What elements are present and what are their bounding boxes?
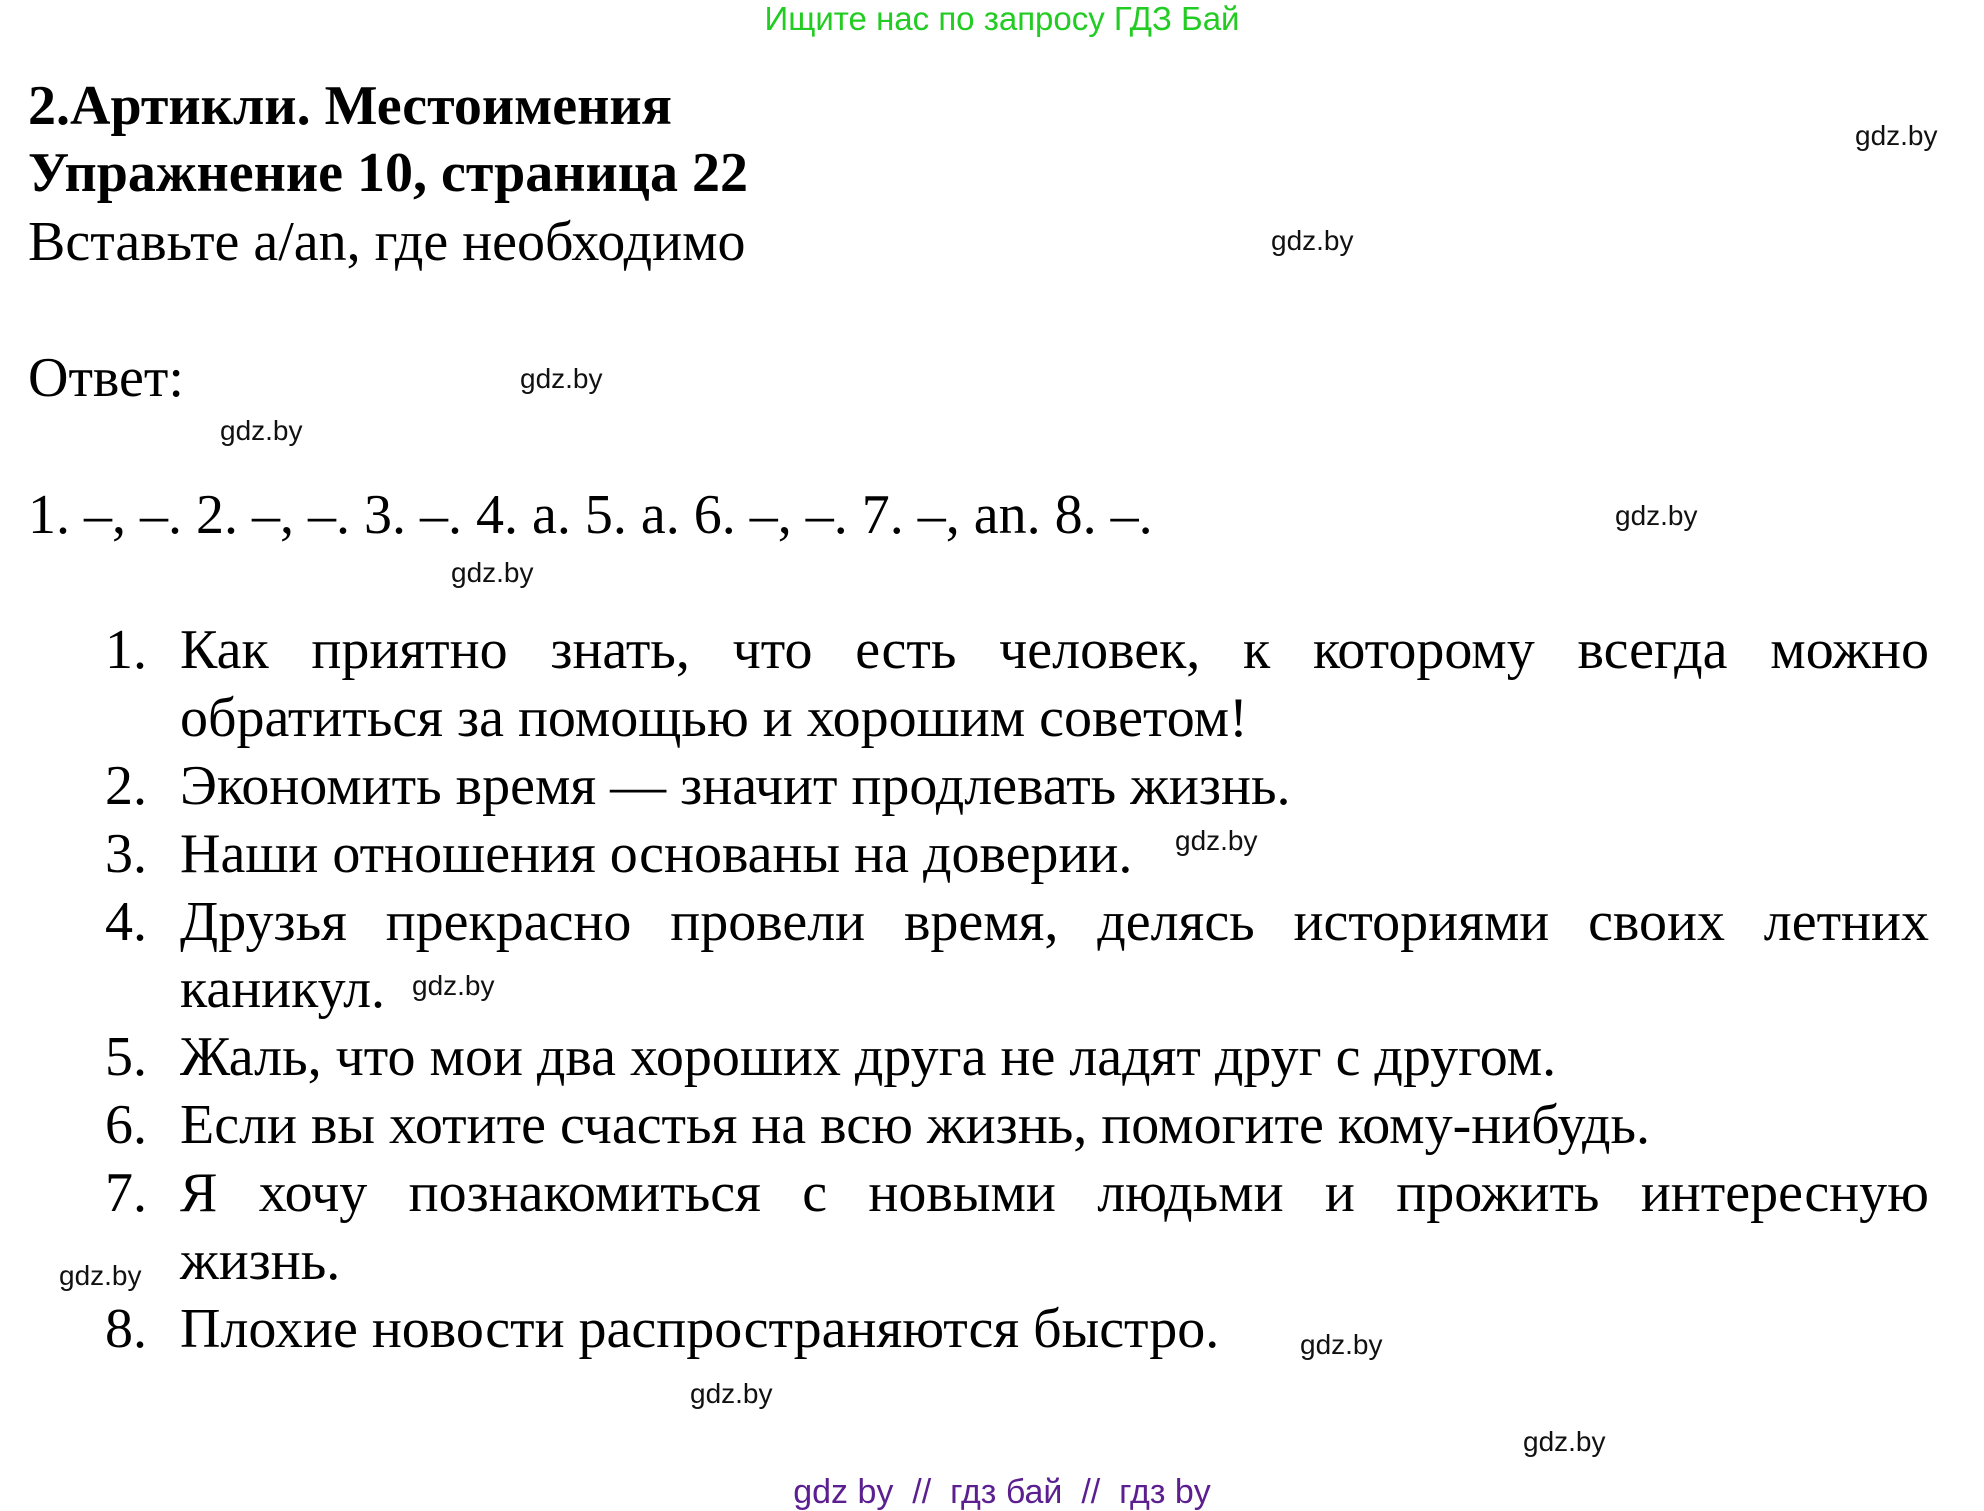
answer-label: Ответ: [28,347,184,409]
list-item-line: каникул. [180,958,386,1020]
watermark: gdz.by [59,1260,142,1291]
list-item-line: Как приятно знать, что есть человек, к которому всегда можно [180,619,1929,681]
list-number: 3. [105,823,147,885]
task-text: Вставьте a/an, где необходимо [28,211,746,273]
answer-line: 1. –, –. 2. –, –. 3. –. 4. a. 5. a. 6. –, –. 7. –, an. 8. –. [28,484,1153,546]
watermark: gdz.by [1615,500,1698,531]
footer-links: gdz by // гдз бай // гдз by [793,1473,1211,1511]
watermark: gdz.by [1175,825,1258,856]
list-number: 8. [105,1298,147,1360]
search-banner: Ищите нас по запросу ГДЗ Бай [764,0,1240,37]
watermark: gdz.by [1271,225,1354,256]
list-item-line: Жаль, что мои два хороших друга не ладят друг с другом. [180,1026,1557,1088]
list-item-line: обратиться за помощью и хорошим советом! [180,687,1248,749]
list-number: 6. [105,1094,147,1156]
list-item-line: Я хочу познакомиться с новыми людьми и прожить интересную [180,1162,1929,1224]
list-number: 7. [105,1162,147,1224]
watermark: gdz.by [1300,1329,1383,1360]
list-item-line: Наши отношения основаны на доверии. [180,823,1133,885]
watermark: gdz.by [690,1378,773,1409]
watermark: gdz.by [520,363,603,394]
watermark: gdz.by [451,557,534,588]
list-item-line: Плохие новости распространяются быстро. [180,1298,1220,1360]
list-item-line: Если вы хотите счастья на всю жизнь, помогите кому-нибудь. [180,1094,1651,1156]
watermark: gdz.by [1523,1426,1606,1457]
list-number: 2. [105,755,147,817]
exercise-title: Упражнение 10, страница 22 [28,142,749,204]
section-title: 2.Артикли. Местоимения [28,75,672,137]
watermark: gdz.by [1855,120,1938,151]
list-item-line: Друзья прекрасно провели время, делясь историями своих летних [180,891,1929,953]
list-number: 5. [105,1026,147,1088]
watermark: gdz.by [220,415,303,446]
watermark: gdz.by [412,970,495,1001]
list-number: 4. [105,891,147,953]
list-number: 1. [105,619,147,681]
list-item-line: жизнь. [180,1230,341,1292]
list-item-line: Экономить время — значит продлевать жизнь. [180,755,1291,817]
